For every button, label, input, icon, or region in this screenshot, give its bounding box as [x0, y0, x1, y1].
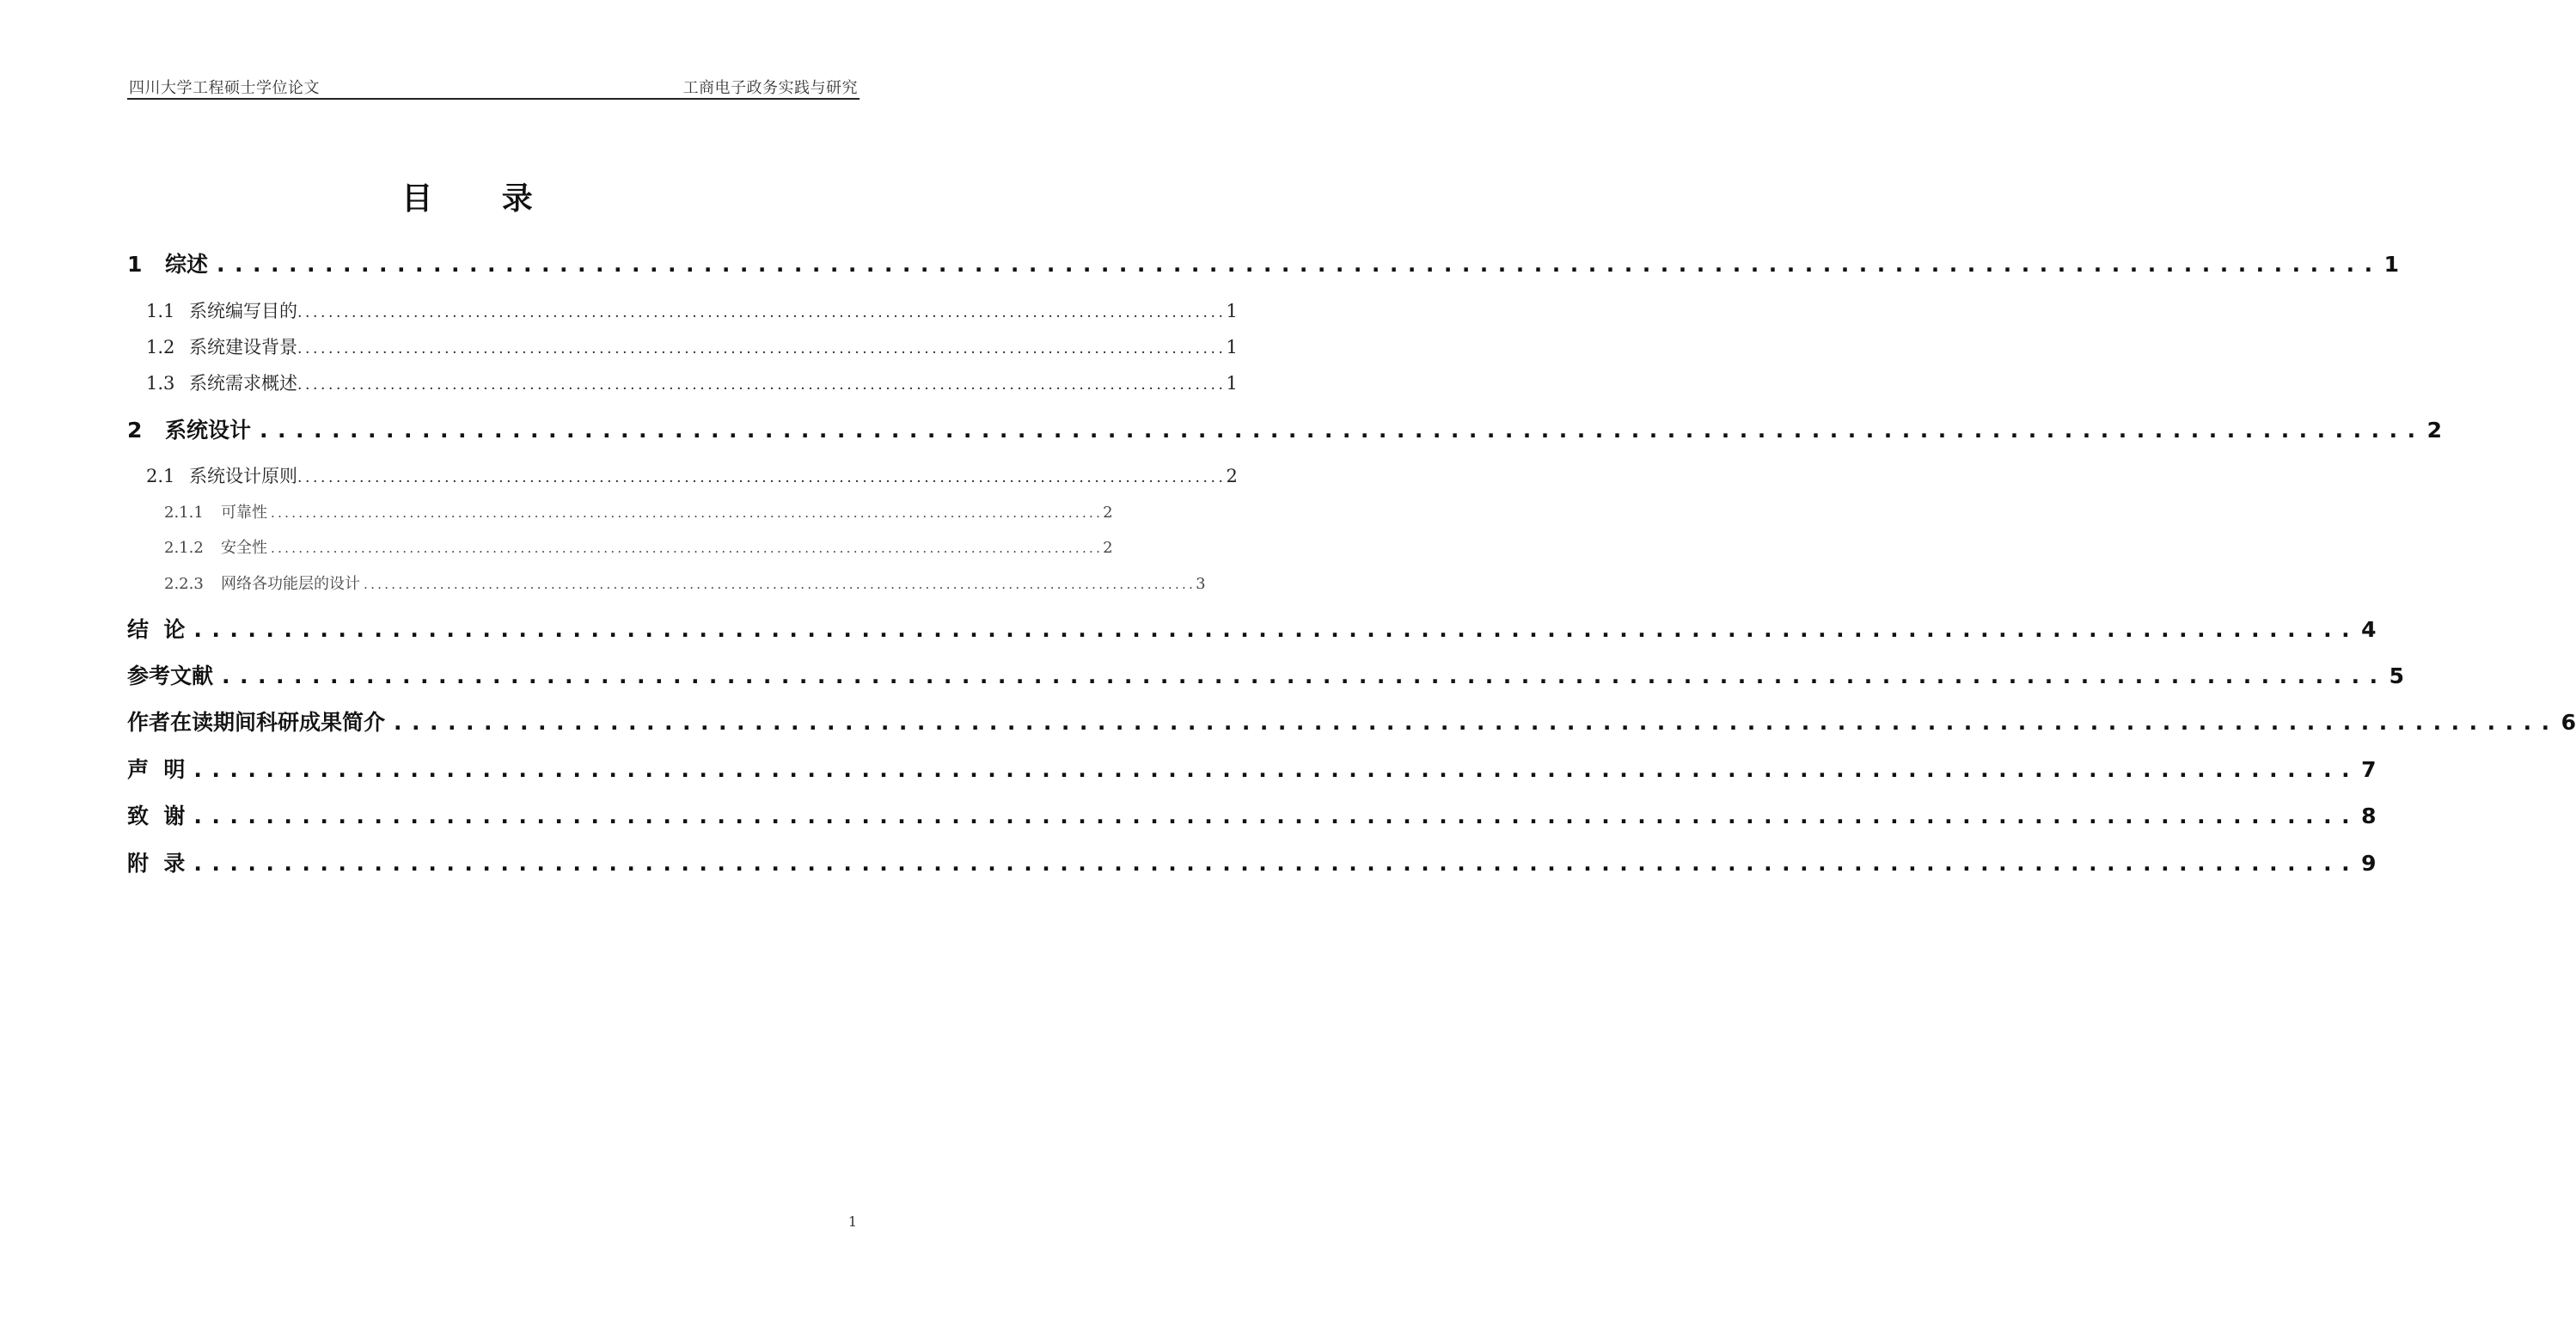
toc-entry-page: 7 [2361, 757, 2377, 782]
toc-entry-references[interactable] [127, 659, 2405, 690]
toc-entry-label [146, 370, 297, 395]
toc-entry-number: 2.1.2 [164, 539, 204, 557]
toc-entry-2-2-3[interactable] [164, 571, 1206, 594]
toc-entry-number: 1 [127, 252, 143, 277]
toc-entry-label [146, 462, 297, 488]
toc-entry-title: 声 明 [127, 757, 186, 782]
dot-leader: ........................................................................................................................ [297, 376, 1227, 394]
toc-entry-label [127, 248, 208, 278]
toc-entry-page: 2 [1103, 539, 1113, 557]
toc-entry-page: 6 [2561, 710, 2576, 735]
page-number: 1 [847, 1213, 857, 1230]
toc-entry-conclusion[interactable] [127, 613, 2377, 644]
toc-entry-page: 3 [1196, 575, 1206, 593]
toc-entry-number: 2.1 [146, 466, 175, 486]
dot-leader: ........................................................................................................................ [193, 804, 2360, 828]
toc-entry-number: 2.1.1 [164, 504, 204, 522]
toc-entry-label [164, 500, 267, 522]
dot-leader: ........................................................................................................................ [297, 469, 1227, 486]
toc-entry-title: 参考文献 [127, 663, 214, 688]
running-header [127, 74, 860, 100]
toc-entry-acknowledgements[interactable] [127, 799, 2377, 830]
dot-leader: ........................................................................................................................ [193, 757, 2360, 782]
toc-entry-page: 9 [2361, 851, 2377, 876]
dot-leader: ........................................................................................................................ [193, 851, 2360, 876]
toc-entry-title: 系统编写目的 [189, 301, 297, 321]
toc-entry-title: 结 论 [127, 617, 186, 642]
toc-entry-page: 2 [1226, 466, 1238, 486]
toc-entry-number: 2.2.3 [164, 575, 204, 593]
toc-heading: 目 录 [401, 181, 562, 217]
dot-leader: ........................................................................................................................ [271, 541, 1104, 556]
toc-entry-title: 系统需求概述 [189, 373, 297, 394]
toc-entry-number: 2 [127, 418, 143, 443]
toc-entry-1[interactable] [127, 248, 2400, 278]
toc-entry-title: 致 谢 [127, 804, 186, 828]
dot-leader: ........................................................................................................................ [364, 577, 1196, 592]
toc-entry-2-1-1[interactable] [164, 500, 1113, 522]
header-thesis-type: 四川大学工程硕士学位论文 [129, 79, 320, 97]
toc-entry-label [164, 571, 360, 594]
toc-entry-label [146, 297, 297, 323]
toc-entry-author-publications[interactable] [127, 706, 2576, 736]
toc-entry-page: 4 [2361, 617, 2377, 642]
toc-entry-page: 1 [1226, 301, 1238, 321]
header-thesis-title: 工商电子政务实践与研究 [682, 79, 858, 97]
toc-entry-2-1[interactable] [146, 462, 1238, 488]
toc-entry-declaration[interactable] [127, 753, 2377, 784]
toc-entry-title: 附 录 [127, 851, 186, 876]
toc-entry-label [164, 535, 267, 558]
toc-entry-page: 2 [2426, 418, 2443, 443]
toc-entry-appendix[interactable] [127, 846, 2377, 877]
toc-entry-page: 1 [1226, 373, 1238, 394]
toc-entry-number: 1.1 [146, 301, 175, 321]
toc-entry-title: 可靠性 [221, 504, 267, 522]
toc-entry-title: 系统建设背景 [189, 337, 297, 358]
dot-leader: ........................................................................................................................ [297, 304, 1227, 321]
dot-leader: ........................................................................................................................ [394, 710, 2560, 735]
toc-entry-page: 1 [2383, 252, 2400, 277]
toc-entry-1-2[interactable] [146, 333, 1238, 359]
toc-entry-page: 1 [1226, 337, 1238, 358]
dot-leader: ........................................................................................................................ [271, 505, 1104, 521]
toc-entry-label [146, 333, 297, 359]
dot-leader: ........................................................................................................................ [217, 252, 2383, 277]
dot-leader: ........................................................................................................................ [297, 340, 1227, 358]
toc-entry-1-3[interactable] [146, 370, 1238, 395]
toc-entry-page: 8 [2361, 804, 2377, 828]
toc-entry-title: 综述 [165, 252, 209, 277]
toc-entry-title: 安全性 [221, 539, 267, 557]
toc-entry-page: 2 [1103, 504, 1113, 522]
dot-leader: ........................................................................................................................ [193, 617, 2360, 642]
toc-entry-title: 系统设计 [165, 418, 252, 443]
dot-leader: ........................................................................................................................ [222, 663, 2388, 688]
toc-entry-1-1[interactable] [146, 297, 1238, 323]
toc-entry-title: 系统设计原则 [189, 466, 297, 486]
toc-entry-label [127, 413, 251, 444]
toc-entry-number: 1.2 [146, 337, 175, 358]
toc-entry-page: 5 [2389, 663, 2405, 688]
toc-entry-number: 1.3 [146, 373, 175, 394]
toc-entry-title: 作者在读期间科研成果简介 [127, 710, 386, 735]
toc-entry-title: 网络各功能层的设计 [221, 575, 360, 593]
toc-entry-2-1-2[interactable] [164, 535, 1113, 558]
toc-entry-2[interactable] [127, 413, 2443, 444]
dot-leader: ........................................................................................................................ [260, 418, 2426, 443]
